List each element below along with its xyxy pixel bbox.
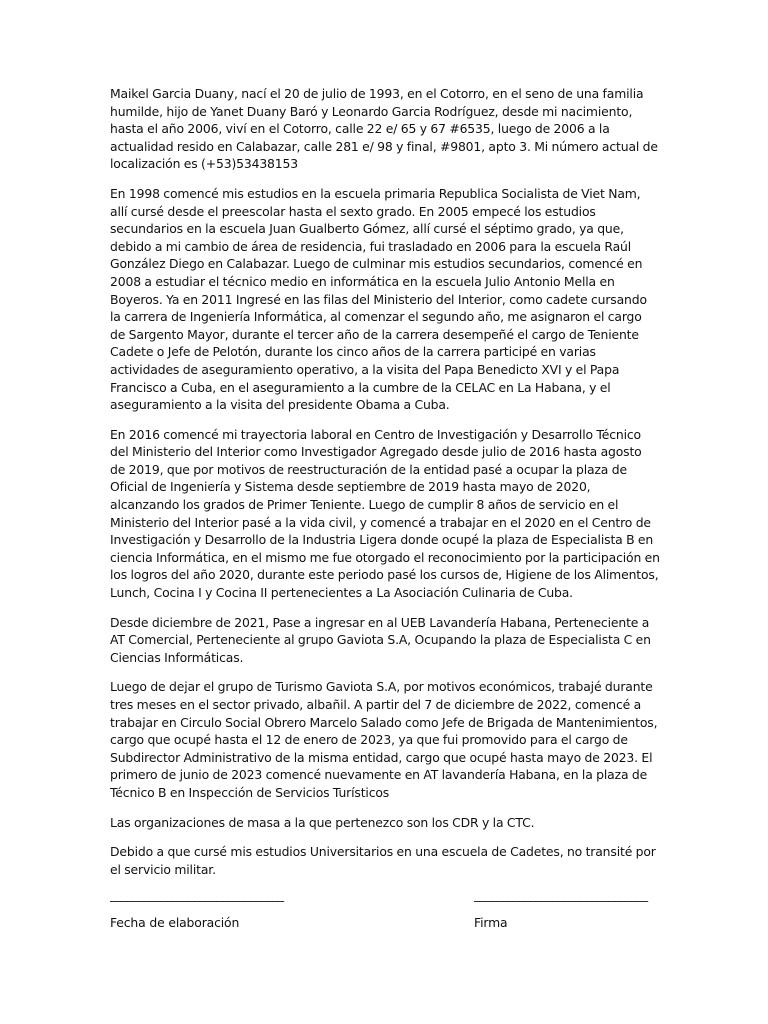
paragraph-education: En 1998 comencé mis estudios en la escuela primaria Republica Socialista de Viet Nam, allí cursé desde el preescolar hasta el sexto grado. En 2005 empecé los estudios secundarios en la escuela Juan Gualberto Gómez, allí cursé el séptimo grado, ya que, debido a mi cambio de área de residencia, fui trasladado en 2006 para la escuela Raúl González Diego en Calabazar. Luego de culminar mis estudios secundarios, comencé en 2008 a estudiar el técnico medio en informática en la escuela Julio Antonio Mella en Boyeros. Ya en 2011 Ingresé en las filas del Ministerio del Interior, como cadete cursando la carrera de Ingeniería Informática, al comenzar el segundo año, me asignaron el cargo de Sargento Mayor, durante el tercer año de la carrera desempeñé el cargo de Teniente Cadete o Jefe de Pelotón, durante los cinco años de la carrera participé en varias actividades de aseguramiento operativo, a la visita del Papa Benedicto XVI y el Papa Francisco a Cuba, en el aseguramiento a la cumbre de la CELAC en La Habana, y el aseguramiento a la visita del presidente Obama a Cuba. — [110, 185, 647, 413]
signature-section — [110, 886, 655, 946]
document-body — [110, 85, 660, 890]
paragraph-gaviota: Desde diciembre de 2021, Pase a ingresar en al UEB Lavandería Habana, Perteneciente a AT Comercial, Perteneciente al grupo Gaviota S.A, Ocupando la plaza de Especialista C en Ciencias Informáticas. — [110, 614, 651, 665]
date-label: Fecha de elaboración — [110, 914, 240, 930]
signature-label: Firma — [474, 914, 508, 930]
signature-block — [474, 886, 654, 931]
paragraph-military-service: Debido a que cursé mis estudios Universitarios en una escuela de Cadetes, no transité por el servicio militar. — [110, 844, 656, 877]
paragraph-personal-info: Maikel Garcia Duany, nací el 20 de julio de 1993, en el Cotorro, en el seno de una familia humilde, hijo de Yanet Duany Baró y Leonardo Garcia Rodríguez, desde mi nacimiento, hasta el año 2006, viví en el Cotorro, calle 22 e/ 65 y 67 #6535, luego de 2006 a la actualidad resido en Calabazar, calle 281 e/ 98 y final, #9801, apto 3. Mi número actual de localización es (+53)53438153 — [110, 86, 658, 172]
signature-line: _______________________________ — [474, 887, 648, 902]
paragraph-recent-work: Luego de dejar el grupo de Turismo Gaviota S.A, por motivos económicos, trabajé durante tres meses en el sector privado, albañil. A partir del 7 de diciembre de 2022, comencé a trabajar en Circulo Social Obrero Marcelo Salado como Jefe de Brigada de Mantenimientos, cargo que ocupé hasta el 12 de enero de 2023, ya que fui promovido para el cargo de Subdirector Administrativo de la misma entidad, cargo que ocupé hasta mayo de 2023. El primero de junio de 2023 comencé nuevamente en AT lavandería Habana, en la plaza de Técnico B en Inspección de Servicios Turísticos — [110, 679, 658, 800]
date-signature-block — [110, 886, 290, 931]
paragraph-work-history: En 2016 comencé mi trayectoria laboral en Centro de Investigación y Desarrollo Técnico del Ministerio del Interior como Investigador Agregado desde julio de 2016 hasta agosto de 2019, que por motivos de reestructuración de la entidad pasé a ocupar la plaza de Oficial de Ingeniería y Sistema desde septiembre de 2019 hasta mayo de 2020, alcanzando los grados de Primer Teniente. Luego de cumplir 8 años de servicio en el Ministerio del Interior pasé a la vida civil, y comencé a trabajar en el 2020 en el Centro de Investigación y Desarrollo de la Industria Ligera donde ocupé la plaza de Especialista B en ciencia Informática, en el mismo me fue otorgado el reconocimiento por la participación en los logros del año 2020, durante este periodo pasé los cursos de, Higiene de los Alimentos, Lunch, Cocina I y Cocina II pertenecientes a La Asociación Culinaria de Cuba. — [110, 426, 660, 601]
paragraph-organizations: Las organizaciones de masa a la que pertenezco son los CDR y la CTC. — [110, 814, 535, 830]
date-signature-line: _______________________________ — [110, 887, 284, 902]
